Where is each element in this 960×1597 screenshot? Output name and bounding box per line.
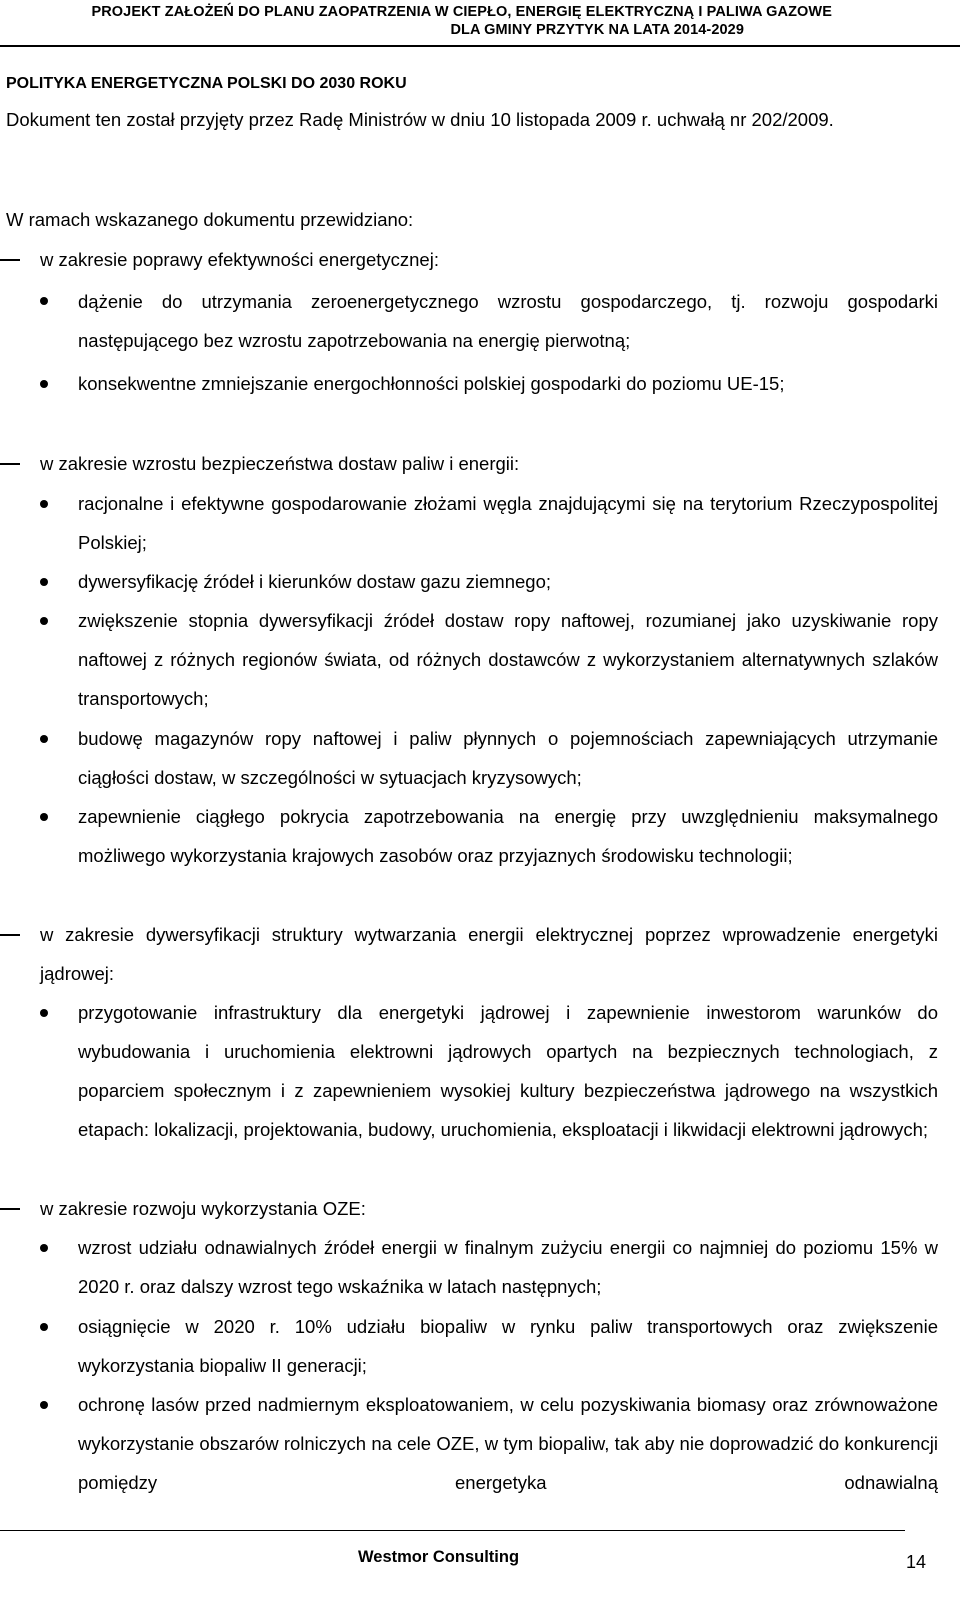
list-item: zwiększenie stopnia dywersyfikacji źródeł dostaw ropy naftowej, rozumianej jako uzyskiwanie ropy naftowej z różnych regionów świata, od różnych dostawców z wykorzystaniem alternatywnych szlaków transportowych; — [78, 610, 938, 709]
list-item: konsekwentne zmniejszanie energochłonności polskiej gospodarki do poziomu UE-15; — [78, 373, 785, 394]
group-heading: w zakresie dywersyfikacji struktury wytwarzania energii elektrycznej poprzez wprowadzenie energetyki jądrowej: — [40, 924, 938, 984]
bullet-marker — [40, 1244, 48, 1252]
list-item: dywersyfikację źródeł i kierunków dostaw gazu ziemnego; — [78, 571, 551, 592]
page-header — [0, 0, 960, 48]
list-item: wzrost udziału odnawialnych źródeł energii w finalnym zużyciu energii co najmniej do poziomu 15% w 2020 r. oraz dalszy wzrost tego wskaźnika w latach następnych; — [78, 1237, 938, 1297]
group-heading: w zakresie poprawy efektywności energetycznej: — [40, 249, 439, 270]
dash-marker — [0, 463, 20, 465]
bullet-marker — [40, 1401, 48, 1409]
page-number: 14 — [906, 1552, 927, 1572]
bullet-marker — [40, 297, 48, 305]
dash-marker — [0, 1208, 20, 1210]
intro-paragraph: Dokument ten został przyjęty przez Radę Ministrów w dniu 10 listopada 2009 r. uchwałą nr 202/2009. — [6, 109, 834, 130]
bullet-marker — [40, 813, 48, 821]
bullet-marker — [40, 500, 48, 508]
bullet-marker — [40, 735, 48, 743]
section-title: POLITYKA ENERGETYCZNA POLSKI DO 2030 ROKU — [6, 75, 407, 92]
dash-marker — [0, 259, 20, 261]
footer-divider — [0, 1530, 905, 1531]
bullet-marker — [40, 380, 48, 388]
dash-marker — [0, 934, 20, 936]
list-item: ochronę lasów przed nadmiernym eksploatowaniem, w celu pozyskiwania biomasy oraz zrównoważone wykorzystanie obszarów rolniczych na cele OZE, w tym biopaliw, tak aby nie doprowadzić do konkurencji pomiędzy energetyka odnawialną — [78, 1394, 938, 1493]
group-heading: w zakresie wzrostu bezpieczeństwa dostaw paliw i energii: — [40, 453, 520, 474]
list-item: osiągnięcie w 2020 r. 10% udziału biopaliw w rynku paliw transportowych oraz zwiększenie wykorzystania biopaliw II generacji; — [78, 1316, 938, 1376]
list-item: budowę magazynów ropy naftowej i paliw płynnych o pojemnościach zapewniających utrzymanie ciągłości dostaw, w szczególności w sytuacjach kryzysowych; — [78, 728, 938, 788]
bullet-marker — [40, 1323, 48, 1331]
bullet-marker — [40, 617, 48, 625]
footer-company: Westmor Consulting — [358, 1548, 520, 1566]
bullet-marker — [40, 578, 48, 586]
header-title-line-2: DLA GMINY PRZYTYK NA LATA 2014-2029 — [450, 22, 744, 38]
header-title-line-1: PROJEKT ZAŁOŻEŃ DO PLANU ZAOPATRZENIA W CIEPŁO, ENERGIĘ ELEKTRYCZNĄ I PALIWA GAZOWE — [91, 4, 832, 20]
header-divider — [0, 45, 960, 47]
list-item: przygotowanie infrastruktury dla energetyki jądrowej i zapewnienie inwestorom warunków do wybudowania i uruchomienia elektrowni jądrowych opartych na bezpiecznych technologiach, z poparciem społecznym i z zapewnieniem wysokiej kultury bezpieczeństwa jądrowego na wszystkich etapach: lokalizacji, projektowania, budowy, uruchomienia, eksploatacji i likwidacji elektrowni jądrowych; — [78, 1002, 938, 1140]
group-heading: w zakresie rozwoju wykorzystania OZE: — [40, 1198, 366, 1219]
list-item: dążenie do utrzymania zeroenergetycznego wzrostu gospodarczego, tj. rozwoju gospodarki następującego bez wzrostu zapotrzebowania na energię pierwotną; — [78, 291, 938, 351]
bullet-marker — [40, 1009, 48, 1017]
list-item: zapewnienie ciągłego pokrycia zapotrzebowania na energię przy uwzględnieniu maksymalnego możliwego wykorzystania krajowych zasobów oraz przyjaznych środowisku technologii; — [78, 806, 938, 866]
lead-paragraph: W ramach wskazanego dokumentu przewidziano: — [6, 209, 414, 230]
list-item: racjonalne i efektywne gospodarowanie złożami węgla znajdującymi się na terytorium Rzeczypospolitej Polskiej; — [78, 493, 938, 553]
